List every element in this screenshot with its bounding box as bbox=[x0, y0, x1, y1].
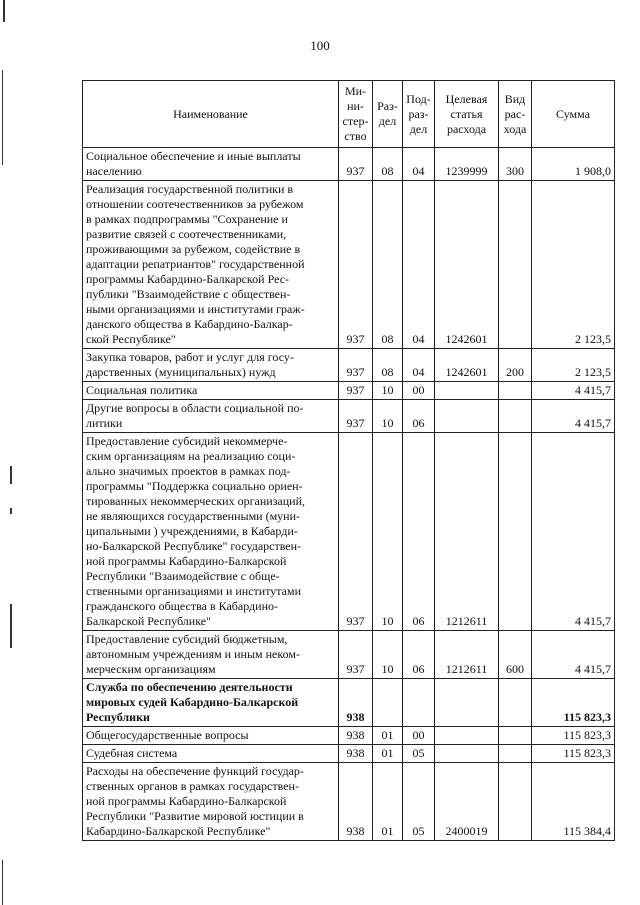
row-section: 01 bbox=[373, 763, 403, 841]
row-target: 1212611 bbox=[435, 433, 499, 631]
row-name: Расходы на обеспечение функций государ- ственных органов в рамках государствен- ной программы Кабардино-Балкарской Республики "Развитие мировой юстиции в Кабардино-Балкарской Республике" bbox=[83, 763, 339, 841]
row-section: 10 bbox=[373, 400, 403, 433]
row-subsection: 04 bbox=[403, 148, 435, 181]
row-sum: 115 384,4 bbox=[532, 763, 615, 841]
row-ministry: 937 bbox=[339, 433, 373, 631]
table-row bbox=[83, 382, 615, 400]
row-sum: 115 823,3 bbox=[532, 745, 615, 763]
row-ministry: 937 bbox=[339, 631, 373, 679]
row-name: Судебная система bbox=[83, 745, 339, 763]
row-target bbox=[435, 400, 499, 433]
row-name: Закупка товаров, работ и услуг для госу- дарственных (муниципальных) нужд bbox=[83, 349, 339, 382]
row-subsection: 06 bbox=[403, 631, 435, 679]
row-name: Другие вопросы в области социальной по- литики bbox=[83, 400, 339, 433]
row-target bbox=[435, 382, 499, 400]
row-section: 08 bbox=[373, 181, 403, 349]
row-name: Предоставление субсидий некоммерче- ским организациям на реализацию соци- ально значимых проектов в рамках под- программы "Поддержка социально ориен- тированных некоммерческих организаций, не являющихся государственными (муни- ципальными ) учреждениями, в Кабарди- но-Балкарской Республике" государствен- ной программы Кабардино-Балкарской Республики "Взаимодействие с обще- ственными организациями и институтами гражданского общества в Кабардино- Балкарской Республике" bbox=[83, 433, 339, 631]
row-section: 10 bbox=[373, 631, 403, 679]
row-section: 01 bbox=[373, 727, 403, 745]
row-name: Социальная политика bbox=[83, 382, 339, 400]
header-sum: Сумма bbox=[532, 81, 615, 148]
row-target: 1242601 bbox=[435, 349, 499, 382]
row-target: 1242601 bbox=[435, 181, 499, 349]
row-ministry: 937 bbox=[339, 400, 373, 433]
row-subsection bbox=[403, 679, 435, 727]
table-row bbox=[83, 679, 615, 727]
header-section: Раз- дел bbox=[373, 81, 403, 148]
row-type bbox=[499, 382, 532, 400]
scan-mark bbox=[10, 508, 12, 514]
row-section bbox=[373, 679, 403, 727]
row-type bbox=[499, 745, 532, 763]
row-name: Предоставление субсидий бюджетным, автономным учреждениям и иным неком- мерческим организациям bbox=[83, 631, 339, 679]
table-row bbox=[83, 763, 615, 841]
row-type: 200 bbox=[499, 349, 532, 382]
row-ministry: 938 bbox=[339, 763, 373, 841]
table-row bbox=[83, 631, 615, 679]
row-subsection: 04 bbox=[403, 349, 435, 382]
row-sum: 4 415,7 bbox=[532, 631, 615, 679]
scan-mark bbox=[3, 0, 5, 22]
row-subsection: 06 bbox=[403, 433, 435, 631]
header-type: Вид рас- хода bbox=[499, 81, 532, 148]
row-type bbox=[499, 727, 532, 745]
row-subsection: 04 bbox=[403, 181, 435, 349]
row-target: 2400019 bbox=[435, 763, 499, 841]
row-sum: 4 415,7 bbox=[532, 433, 615, 631]
row-sum: 115 823,3 bbox=[532, 679, 615, 727]
scan-mark bbox=[2, 860, 3, 905]
scan-mark bbox=[2, 70, 3, 165]
row-type bbox=[499, 679, 532, 727]
row-name: Общегосударственные вопросы bbox=[83, 727, 339, 745]
row-type bbox=[499, 400, 532, 433]
row-section: 01 bbox=[373, 745, 403, 763]
row-section: 08 bbox=[373, 349, 403, 382]
scan-mark bbox=[10, 604, 12, 648]
row-sum: 2 123,5 bbox=[532, 181, 615, 349]
row-name: Реализация государственной политики в отношении соотечественников за рубежом в рамках подпрограммы "Сохранение и развитие связей с соотечественниками, проживающими за рубежом, содействие в адаптации репатриантов" государственной программы Кабардино-Балкарской Рес- публики "Взаимодействие с обществен- ными организациями и институтами граж- данского общества в Кабардино-Балкар- ской Республике" bbox=[83, 181, 339, 349]
row-target bbox=[435, 727, 499, 745]
row-ministry: 938 bbox=[339, 745, 373, 763]
header-target: Целевая статья расхода bbox=[435, 81, 499, 148]
row-name: Социальное обеспечение и иные выплаты населению bbox=[83, 148, 339, 181]
row-name: Служба по обеспечению деятельности мировых судей Кабардино-Балкарской Республики bbox=[83, 679, 339, 727]
row-subsection: 00 bbox=[403, 727, 435, 745]
row-target bbox=[435, 679, 499, 727]
row-subsection: 06 bbox=[403, 400, 435, 433]
table-body bbox=[83, 148, 615, 841]
row-type bbox=[499, 181, 532, 349]
row-type: 300 bbox=[499, 148, 532, 181]
row-sum: 115 823,3 bbox=[532, 727, 615, 745]
table-row bbox=[83, 400, 615, 433]
row-sum: 4 415,7 bbox=[532, 382, 615, 400]
table-row bbox=[83, 727, 615, 745]
table-row bbox=[83, 181, 615, 349]
row-subsection: 00 bbox=[403, 382, 435, 400]
scan-mark bbox=[10, 466, 12, 484]
header-ministry: Ми- ни- стер- ство bbox=[339, 81, 373, 148]
row-sum: 2 123,5 bbox=[532, 349, 615, 382]
row-type: 600 bbox=[499, 631, 532, 679]
row-section: 08 bbox=[373, 148, 403, 181]
header-subsection: Под- раз- дел bbox=[403, 81, 435, 148]
table-row bbox=[83, 745, 615, 763]
row-sum: 1 908,0 bbox=[532, 148, 615, 181]
row-ministry: 937 bbox=[339, 349, 373, 382]
row-target: 1239999 bbox=[435, 148, 499, 181]
row-section: 10 bbox=[373, 382, 403, 400]
table-row bbox=[83, 148, 615, 181]
row-target bbox=[435, 745, 499, 763]
row-ministry: 937 bbox=[339, 181, 373, 349]
row-subsection: 05 bbox=[403, 745, 435, 763]
table-row bbox=[83, 433, 615, 631]
row-ministry: 937 bbox=[339, 148, 373, 181]
row-ministry: 938 bbox=[339, 727, 373, 745]
row-ministry: 937 bbox=[339, 382, 373, 400]
header-name: Наименование bbox=[83, 81, 339, 148]
row-type bbox=[499, 433, 532, 631]
row-section: 10 bbox=[373, 433, 403, 631]
row-type bbox=[499, 763, 532, 841]
budget-table bbox=[82, 80, 615, 841]
row-target: 1212611 bbox=[435, 631, 499, 679]
table-row bbox=[83, 349, 615, 382]
row-sum: 4 415,7 bbox=[532, 400, 615, 433]
table-header-row bbox=[83, 81, 615, 148]
row-subsection: 05 bbox=[403, 763, 435, 841]
page-number: 100 bbox=[310, 38, 330, 53]
row-ministry: 938 bbox=[339, 679, 373, 727]
